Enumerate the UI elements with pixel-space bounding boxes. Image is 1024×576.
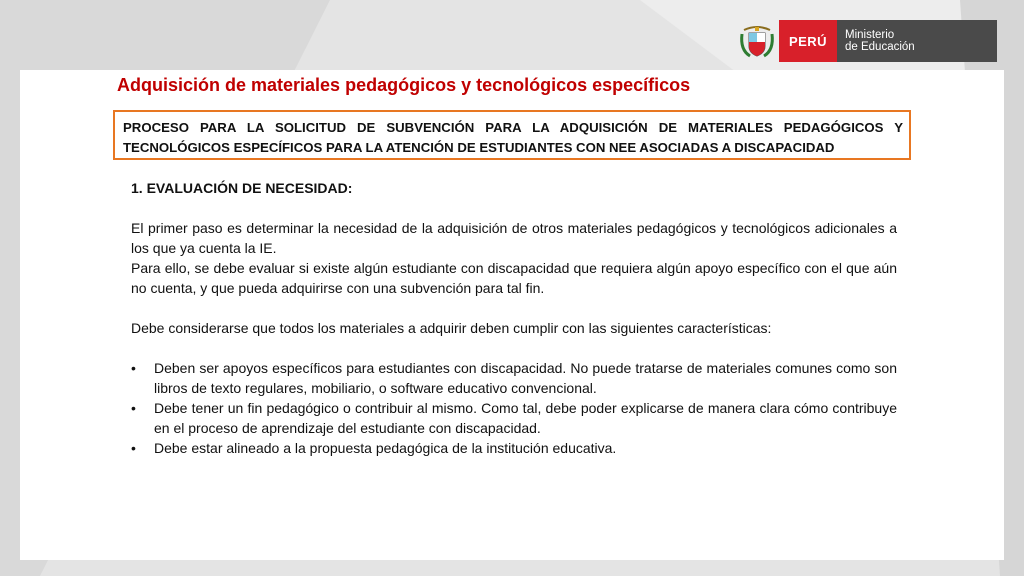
bullet-icon: •: [131, 360, 136, 376]
peru-text: PERÚ: [788, 33, 828, 49]
ministry-line-2: de Educación: [845, 41, 915, 53]
coat-of-arms-icon: [735, 20, 779, 62]
requirements-list: [131, 358, 897, 458]
list-item-text: Debe tener un fin pedagógico o contribuir al mismo. Como tal, debe poder explicarse de manera clara cómo contribuye en el proceso de aprendizaje del estudiante con discapacidad.: [154, 400, 897, 436]
process-box: [113, 110, 911, 160]
ministry-logo: [735, 20, 997, 62]
content-body: [131, 178, 897, 458]
section-heading: 1. EVALUACIÓN DE NECESIDAD:: [131, 180, 353, 196]
page-title: Adquisición de materiales pedagógicos y tecnológicos específicos: [117, 75, 691, 95]
list-item: [131, 438, 897, 458]
ministry-label: [837, 20, 997, 62]
list-item: [131, 398, 897, 438]
paragraph-1: El primer paso es determinar la necesidad de la adquisición de otros materiales pedagógicos y tecnológicos adicionales a los que ya cuenta la IE.: [131, 220, 897, 256]
process-box-text: PROCESO PARA LA SOLICITUD DE SUBVENCIÓN PARA LA ADQUISICIÓN DE MATERIALES PEDAGÓGICOS Y TECNOLÓGICOS ESPECÍFICOS PARA LA ATENCIÓN DE ESTUDIANTES CON NEE ASOCIADAS A DISCAPACIDAD: [123, 120, 903, 155]
list-item-text: Deben ser apoyos específicos para estudiantes con discapacidad. No puede tratarse de materiales comunes como son libros de texto regulares, mobiliario, o software educativo convencional.: [154, 360, 897, 396]
ministry-line-1: Ministerio: [845, 29, 895, 41]
paragraph-2: Para ello, se debe evaluar si existe algún estudiante con discapacidad que requiera algún apoyo específico con el que aún no cuenta, y que pueda adquirirse con una subvención para tal fin.: [131, 260, 897, 296]
peru-label: [779, 20, 837, 62]
bullet-icon: •: [131, 400, 136, 416]
list-intro: Debe considerarse que todos los materiales a adquirir deben cumplir con las siguientes características:: [131, 320, 772, 336]
bullet-icon: •: [131, 440, 136, 456]
list-item: [131, 358, 897, 398]
list-item-text: Debe estar alineado a la propuesta pedagógica de la institución educativa.: [154, 440, 617, 456]
